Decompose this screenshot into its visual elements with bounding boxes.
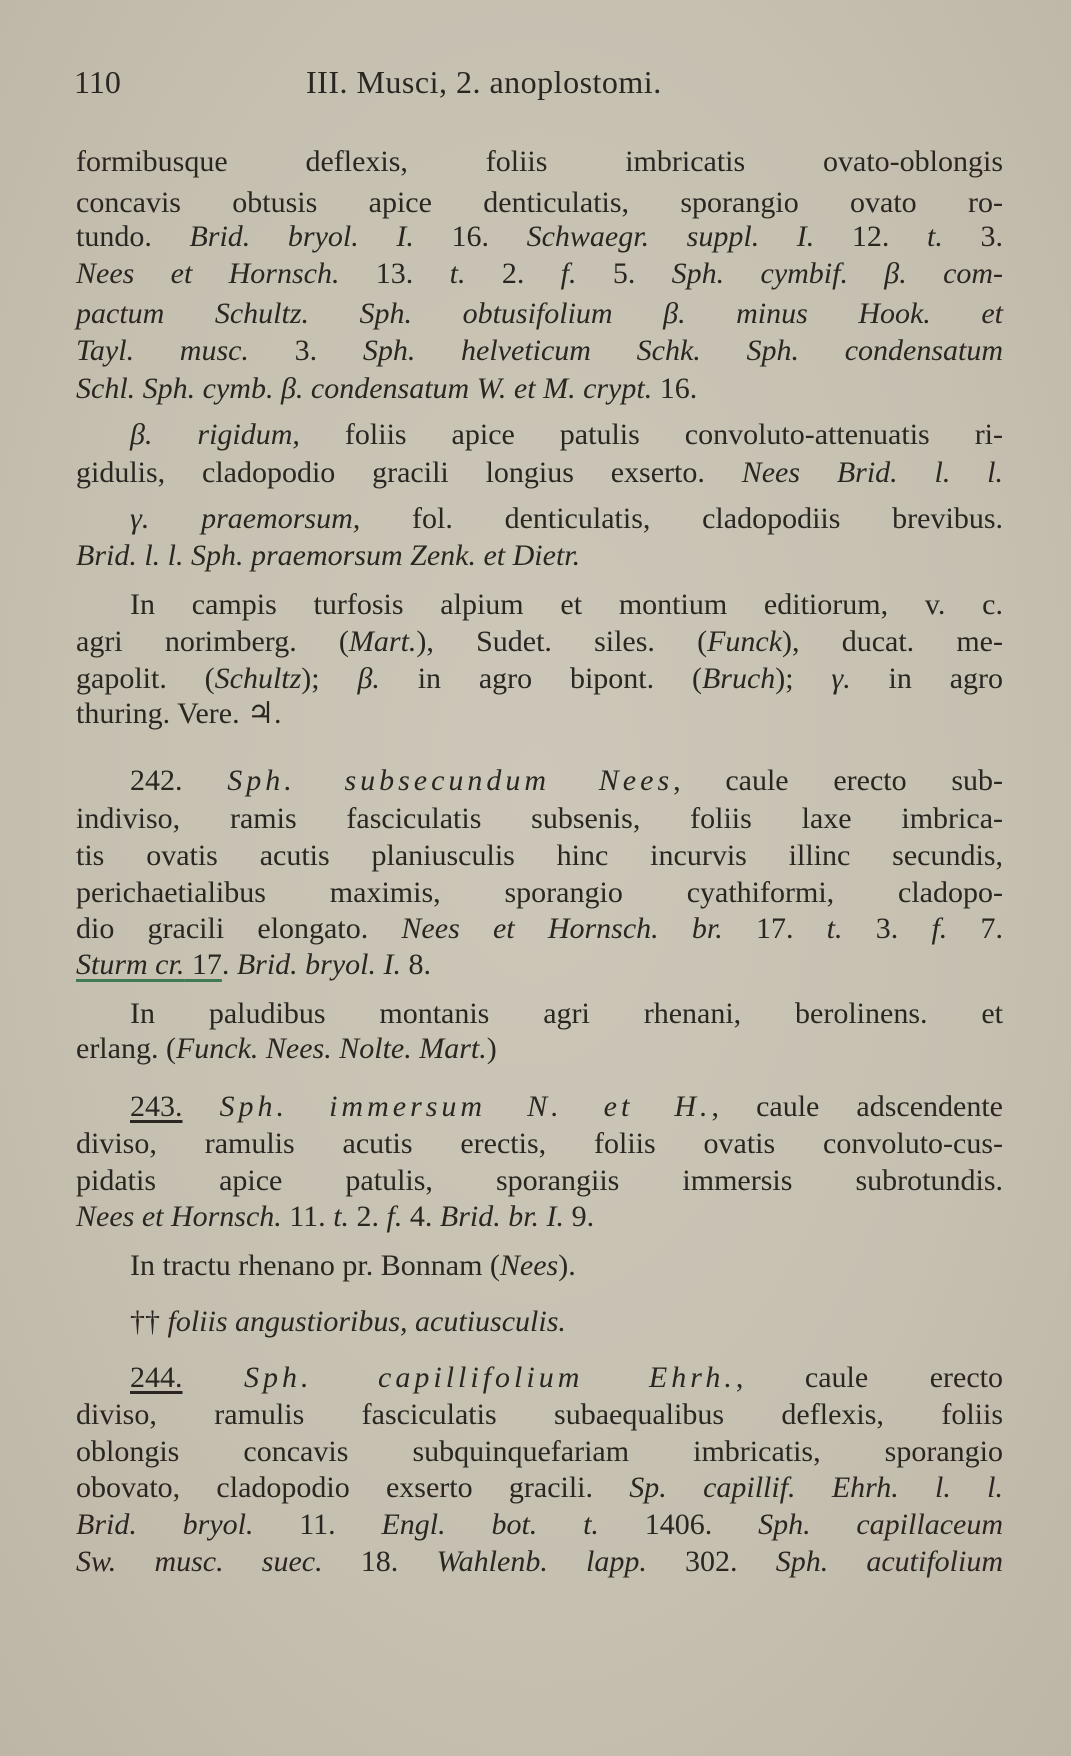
roman-text: 13. [339,257,450,290]
italic-text: Sph. acutifolium [775,1545,1004,1578]
text-line [76,1163,1003,1199]
roman-text: ) [486,1032,497,1065]
roman-text: erlang. ( [76,1032,176,1065]
roman-text: , caule erecto [735,1361,1003,1394]
text-line [76,911,1003,947]
text-line [76,1470,1003,1506]
roman-text [183,764,228,797]
roman-text: †† [130,1305,168,1338]
text-line [76,947,1003,983]
text-line [76,256,1003,292]
roman-text: diviso, ramulis fasciculatis subaequalibus deflexis, foliis [76,1398,1003,1431]
roman-text: 4. [402,1200,440,1233]
italic-text: β. rigidum, [130,418,300,451]
roman-text: 3. [842,912,932,945]
roman-text: agri norimberg. ( [76,625,349,658]
text-line [76,1031,1003,1067]
italic-text: β. [357,662,380,695]
roman-text: 3. [942,220,1004,253]
italic-text: Schultz [214,662,302,695]
italic-text: Sph. immersum N. et H. [219,1090,712,1123]
italic-text: Nees et Hornsch. [76,1200,282,1233]
text-line [76,1126,1003,1162]
text-line [130,763,1003,799]
italic-text: Brid. br. I. [439,1200,565,1233]
text-line [130,1089,1003,1125]
roman-text: 243. [130,1090,183,1123]
roman-text: foliis apice patulis convoluto-attenuatis ri- [299,418,1004,451]
text-line [130,587,1003,623]
roman-text: fol. denticulatis, cladopodiis brevibus. [360,502,1003,535]
italic-text: Sp. capillif. Ehrh. l. l. [629,1471,1003,1504]
roman-text: in agro [850,662,1003,695]
roman-text: 5. [576,257,672,290]
text-line [76,696,1003,732]
italic-text: Nees Brid. l. l. [741,456,1003,489]
roman-text: . [221,948,237,981]
text-line [76,144,1003,180]
text-line [76,1199,1003,1235]
text-line [76,1397,1003,1433]
roman-text: gapolit. ( [76,662,215,695]
italic-text: f. [386,1200,403,1233]
italic-text: Wahlenb. lapp. [436,1545,647,1578]
text-line [76,455,1003,491]
roman-text: 11. [281,1200,334,1233]
italic-text: Nees [499,1249,559,1282]
text-line [76,875,1003,911]
italic-text: t. [449,257,466,290]
text-line [76,219,1003,255]
roman-text: pidatis apice patulis, sporangiis immersis subrotundis. [76,1164,1003,1197]
text-line [130,1304,1003,1340]
text-line [76,333,1003,369]
italic-text: Brid. l. l. Sph. praemorsum Zenk. et Dietr. [76,539,581,572]
italic-text: t. [333,1200,350,1233]
italic-text: γ. [831,662,851,695]
italic-text: Sph. subsecundum Nees [227,764,674,797]
italic-text: Sph. capillaceum [758,1508,1003,1541]
text-line [76,661,1003,697]
roman-text: 16. [413,220,527,253]
italic-text: f. [931,912,948,945]
text-line [76,801,1003,837]
text-line [76,1544,1003,1580]
roman-text: 9. [564,1200,595,1233]
text-line [76,624,1003,660]
text-line [76,296,1003,332]
italic-text: Nees et Hornsch. [76,257,340,290]
italic-text: t. [826,912,843,945]
roman-text: 11. [253,1508,382,1541]
roman-text: 16. [652,372,698,405]
roman-text: 242. [130,764,183,797]
italic-text: Mart. [348,625,417,658]
italic-text: Funck [707,625,783,658]
italic-text: γ. praemorsum, [130,502,361,535]
roman-text [183,1090,220,1123]
roman-text: gidulis, cladopodio gracili longius exserto. [76,456,742,489]
roman-text: ), ducat. me- [782,625,1003,658]
text-line [76,1507,1003,1543]
roman-text: ); [775,662,832,695]
text-line [76,1434,1003,1470]
italic-text: foliis angustioribus, acutiusculis. [167,1305,566,1338]
roman-text: ); [301,662,358,695]
text-line [130,1248,1003,1284]
roman-text: diviso, ramulis acutis erectis, foliis ovatis convoluto-cus- [76,1127,1003,1160]
roman-text: thuring. Vere. ♃. [76,697,282,730]
roman-text: ). [558,1249,576,1282]
italic-text: Schwaegr. suppl. I. [526,220,815,253]
roman-text: formibusque deflexis, foliis imbricatis ovato-oblongis [76,145,1003,178]
roman-text: 302. [646,1545,776,1578]
italic-text: Sph. helveticum Schk. Sph. condensatum [362,334,1003,367]
italic-text: Brid. bryol. I. [189,220,414,253]
roman-text: ), Sudet. siles. ( [416,625,708,658]
roman-text: 18. [322,1545,437,1578]
text-line [76,371,1003,407]
roman-text: tis ovatis acutis planiusculis hinc incurvis illinc secundis, [76,839,1003,872]
italic-text: Bruch [701,662,776,695]
roman-text: 1406. [598,1508,759,1541]
running-title: III. Musci, 2. anoplostomi. [306,64,662,100]
roman-text: perichaetialibus maximis, sporangio cyathiformi, cladopo- [76,876,1003,909]
roman-text: 3. [248,334,363,367]
roman-text: dio gracili elongato. [76,912,402,945]
text-line [130,1360,1003,1396]
roman-text: In paludibus montanis agri rhenani, berolinens. et [130,997,1003,1030]
roman-text: 17. [722,912,827,945]
roman-text: in agro bipont. ( [379,662,702,695]
text-line [76,838,1003,874]
roman-text: 8. [401,948,431,981]
text-line [130,996,1003,1032]
italic-text: t. [927,220,943,253]
italic-text: Sw. musc. suec. [76,1545,323,1578]
italic-text: Funck. Nees. Nolte. Mart. [175,1032,487,1065]
roman-text: In tractu rhenano pr. Bonnam ( [130,1249,500,1282]
roman-text: 17 [184,948,222,981]
italic-text: Brid. bryol. I. [236,948,401,981]
text-line [76,185,1003,221]
text-line [76,538,1003,574]
italic-text: Sturm cr. [76,948,185,981]
roman-text: oblongis concavis subquinquefariam imbricatis, sporangio [76,1435,1003,1468]
italic-text: pactum Schultz. Sph. obtusifolium β. minus Hook. et [76,297,1003,330]
roman-text: 12. [814,220,928,253]
roman-text: In campis turfosis alpium et montium editiorum, v. c. [130,588,1003,621]
italic-text: f. [560,257,577,290]
roman-text [183,1361,245,1394]
roman-text: , caule erecto sub- [673,764,1003,797]
italic-text: Tayl. musc. [76,334,249,367]
italic-text: Schl. Sph. cymb. β. condensatum W. et M. crypt. [76,372,653,405]
italic-text: Sph. cymbif. β. com- [671,257,1004,290]
text-line [130,417,1003,453]
roman-text: 7. [947,912,1004,945]
roman-text: indiviso, ramis fasciculatis subsenis, foliis laxe imbrica- [76,802,1003,835]
italic-text: Brid. bryol. [76,1508,254,1541]
roman-text: , caule adscendente [711,1090,1003,1123]
text-line [130,501,1003,537]
roman-text: 2. [465,257,561,290]
roman-text: obovato, cladopodio exserto gracili. [76,1471,630,1504]
italic-text: Nees et Hornsch. br. [401,912,723,945]
italic-text: Sph. capillifolium Ehrh. [244,1361,736,1394]
roman-text: tundo. [76,220,190,253]
italic-text: Engl. bot. t. [381,1508,599,1541]
page-number: 110 [74,64,121,100]
roman-text: 2. [349,1200,387,1233]
roman-text: concavis obtusis apice denticulatis, sporangio ovato ro- [76,186,1003,219]
roman-text: 244. [130,1361,183,1394]
